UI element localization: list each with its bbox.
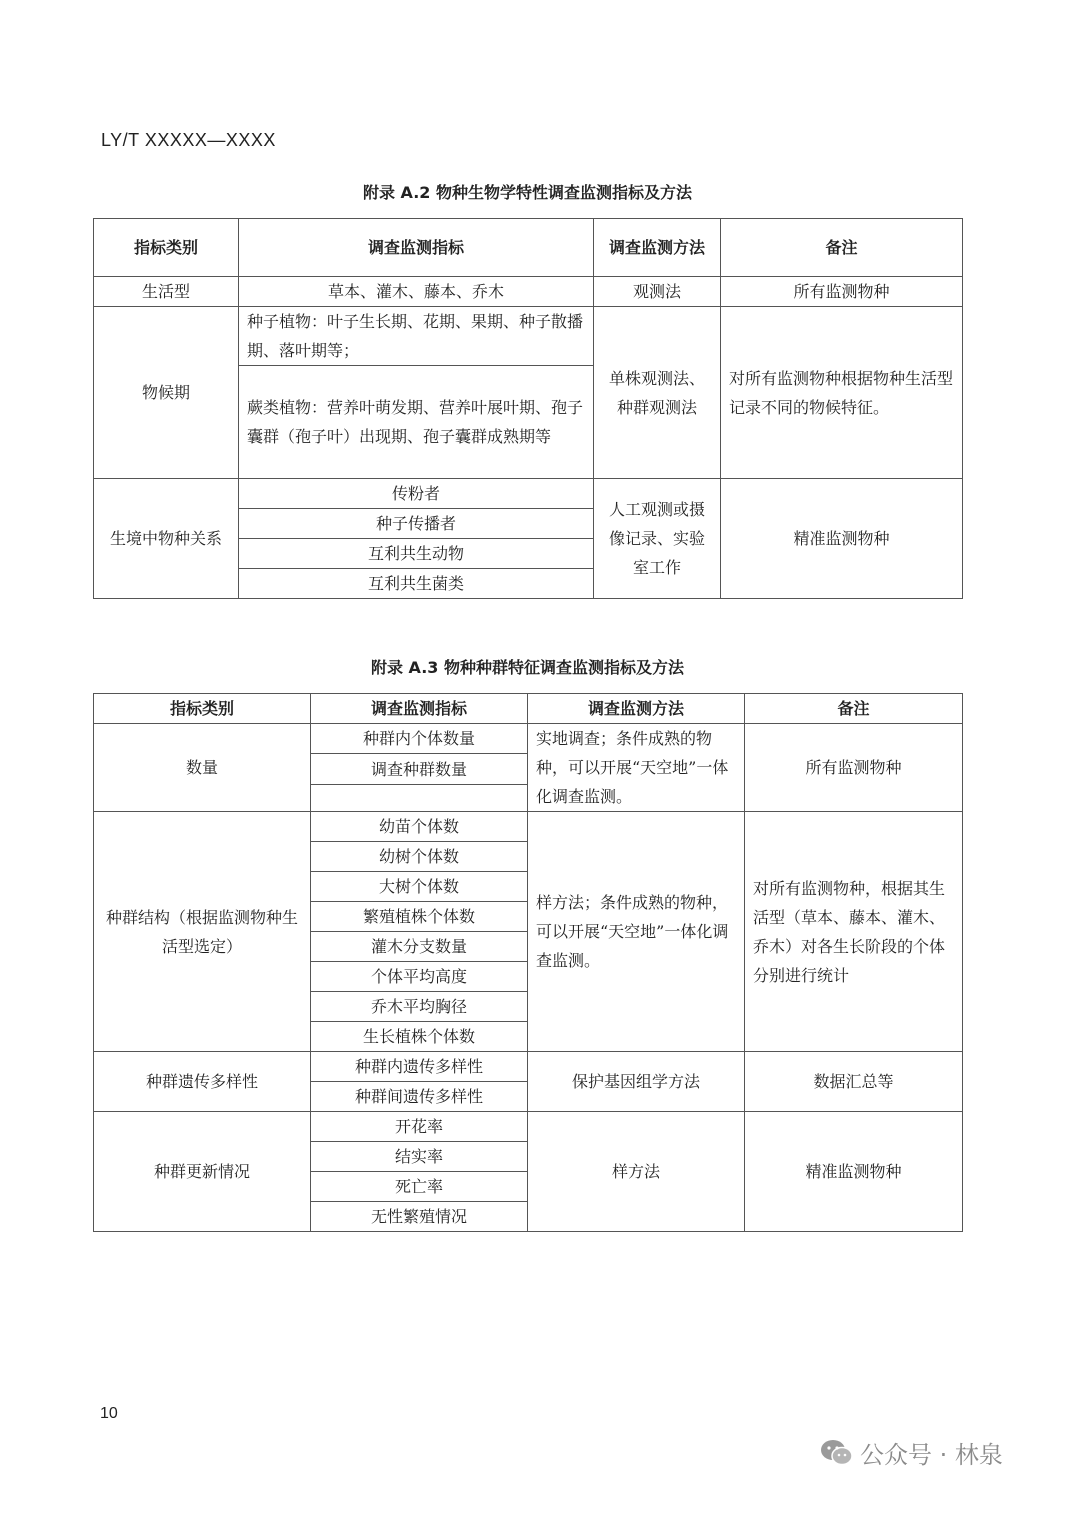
row-indicator: 死亡率 xyxy=(311,1172,528,1202)
row-indicator: 蕨类植物：营养叶萌发期、营养叶展叶期、孢子囊群（孢子叶）出现期、孢子囊群成熟期等 xyxy=(239,366,594,479)
row-method: 样方法 xyxy=(528,1112,745,1232)
header-method: 调查监测方法 xyxy=(528,694,745,724)
row-indicator: 开花率 xyxy=(311,1112,528,1142)
watermark xyxy=(820,1435,1003,1470)
row-indicator: 互利共生动物 xyxy=(239,539,594,569)
watermark-text: 公众号 · 林泉 xyxy=(860,1441,1003,1469)
header-category: 指标类别 xyxy=(94,694,311,724)
row-indicator: 大树个体数 xyxy=(311,872,528,902)
table-row xyxy=(94,1112,963,1142)
row-category: 物候期 xyxy=(94,307,239,479)
row-note: 对所有监测物种根据物种生活型记录不同的物候特征。 xyxy=(721,307,963,479)
table-header-row xyxy=(94,694,963,724)
table-header-row xyxy=(94,219,963,277)
wechat-icon xyxy=(820,1439,854,1467)
row-method: 人工观测或摄像记录、实验室工作 xyxy=(594,479,721,599)
row-indicator: 无性繁殖情况 xyxy=(311,1202,528,1232)
row-indicator: 幼树个体数 xyxy=(311,842,528,872)
table-row xyxy=(94,277,963,307)
row-note: 精准监测物种 xyxy=(745,1112,963,1232)
row-category: 生活型 xyxy=(94,277,239,307)
row-method: 观测法 xyxy=(594,277,721,307)
header-category: 指标类别 xyxy=(94,219,239,277)
row-indicator: 结实率 xyxy=(311,1142,528,1172)
row-note: 对所有监测物种，根据其生活型（草本、藤本、灌木、乔木）对各生长阶段的个体分别进行统计 xyxy=(745,812,963,1052)
row-indicator: 种群间遗传多样性 xyxy=(311,1082,528,1112)
table-row xyxy=(94,812,963,842)
row-note: 数据汇总等 xyxy=(745,1052,963,1112)
row-indicator: 种群内遗传多样性 xyxy=(311,1052,528,1082)
row-indicator: 种子传播者 xyxy=(239,509,594,539)
row-method: 样方法；条件成熟的物种，可以开展“天空地”一体化调查监测。 xyxy=(528,812,745,1052)
table-a3 xyxy=(93,693,963,1232)
header-note: 备注 xyxy=(721,219,963,277)
row-indicator: 乔木平均胸径 xyxy=(311,992,528,1022)
table-row xyxy=(94,1052,963,1082)
row-indicator: 调查种群数量 xyxy=(311,754,528,784)
row-note: 所有监测物种 xyxy=(745,724,963,812)
standard-code: LY/T XXXXX—XXXX xyxy=(101,130,276,150)
row-method: 单株观测法、种群观测法 xyxy=(594,307,721,479)
row-indicator: 互利共生菌类 xyxy=(239,569,594,599)
header-indicator: 调查监测指标 xyxy=(311,694,528,724)
row-indicator: 生长植株个体数 xyxy=(311,1022,528,1052)
table-a2-title: 附录 A.2 物种生物学特性调查监测指标及方法 xyxy=(362,183,693,202)
row-indicator: 草本、灌木、藤本、乔木 xyxy=(239,277,594,307)
row-indicator: 灌木分支数量 xyxy=(311,932,528,962)
header-note: 备注 xyxy=(745,694,963,724)
row-category: 种群更新情况 xyxy=(94,1112,311,1232)
header-indicator: 调查监测指标 xyxy=(239,219,594,277)
row-indicator: 幼苗个体数 xyxy=(311,812,528,842)
row-indicator: 传粉者 xyxy=(239,479,594,509)
table-a3-title: 附录 A.3 物种种群特征调查监测指标及方法 xyxy=(370,658,685,677)
row-method: 保护基因组学方法 xyxy=(528,1052,745,1112)
row-note: 所有监测物种 xyxy=(721,277,963,307)
row-indicator: 个体平均高度 xyxy=(311,962,528,992)
row-category: 种群结构（根据监测物种生活型选定） xyxy=(94,812,311,1052)
row-category: 种群遗传多样性 xyxy=(94,1052,311,1112)
row-indicator: 繁殖植株个体数 xyxy=(311,902,528,932)
table-row xyxy=(94,724,963,754)
row-indicator-empty xyxy=(311,784,528,811)
row-category: 生境中物种关系 xyxy=(94,479,239,599)
page-number: 10 xyxy=(100,1405,118,1422)
row-note: 精准监测物种 xyxy=(721,479,963,599)
row-category: 数量 xyxy=(94,724,311,812)
table-a2 xyxy=(93,218,963,599)
table-row xyxy=(94,307,963,366)
header-method: 调查监测方法 xyxy=(594,219,721,277)
row-method: 实地调查；条件成熟的物种，可以开展“天空地”一体化调查监测。 xyxy=(528,724,745,812)
table-row xyxy=(94,479,963,509)
row-indicator: 种群内个体数量 xyxy=(311,724,528,754)
row-indicator: 种子植物：叶子生长期、花期、果期、种子散播期、落叶期等； xyxy=(239,307,594,366)
